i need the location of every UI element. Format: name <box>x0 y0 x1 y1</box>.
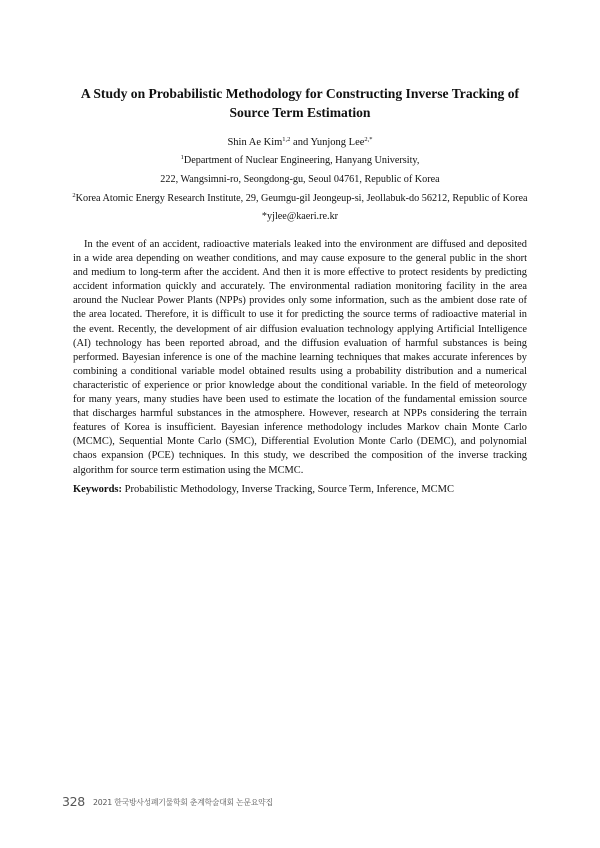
keywords <box>73 483 543 497</box>
keywords-label: Keywords: <box>73 484 122 495</box>
author-joiner: and <box>290 137 311 148</box>
affiliation-marker: 1 <box>180 154 184 161</box>
author-line <box>0 136 600 150</box>
author-affiliation-marker: 2,* <box>364 136 373 143</box>
page-footer <box>62 791 273 810</box>
affiliation-text: Department of Nuclear Engineering, Hanyang University, <box>183 155 420 166</box>
affiliation-text: 222, Wangsimni-ro, Seongdong-gu, Seoul 04761, Republic of Korea <box>160 174 440 185</box>
author-affiliation-marker: 1,2 <box>282 136 291 143</box>
affiliation-text: Korea Atomic Energy Research Institute, 29, Geumgu-gil Jeongeup-si, Jeollabuk-do 56212, Republic of Korea <box>75 193 528 204</box>
affiliation-address <box>0 173 600 187</box>
paper-title: A Study on Probabilistic Methodology for Constructing Inverse Tracking of Source Term Estimation <box>80 86 520 120</box>
affiliation-1 <box>0 154 600 168</box>
proceedings-title: 2021 한국방사성폐기물학회 춘계학술대회 논문요약집 <box>92 798 273 807</box>
keywords-text: Probabilistic Methodology, Inverse Tracking, Source Term, Inference, MCMC <box>122 484 455 495</box>
author-name: Shin Ae Kim <box>227 137 283 148</box>
corresponding-email: *yjlee@kaeri.re.kr <box>261 211 339 222</box>
abstract-body: In the event of an accident, radioactive materials leaked into the environment are diffused and deposited in a wide area depending on weather conditions, and may cause exposure to the general public in the short and medium to long-term after the accident. And then it is more effective to protect residents by predicting accident information quickly and accurately. The environmental radiation monitoring facility in the area around the Nuclear Power Plants (NPPs) provides only some information, such as the ambient dose rate of the area located. Therefore, it is difficult to use it for predicting the source terms of radioactive material in the event. Recently, the development of air diffusion evaluation technology applying Artificial Intelligence (AI) technology has been reported abroad, and the diffusion evaluation of harmful substances is being performed. Bayesian inference is one of the machine learning techniques that makes accurate inferences by combining a conditional variable model obtained results using a probability distribution and a numerical characteristic of experience or prior knowledge about the conditional variable. In the field of meteorology for many years, many studies have been used to estimate the location of the fundamental emission source that discharges harmful substances in the atmosphere. However, research at NPPs considering the terrain features of Korea is insufficient. Bayesian inference methodology includes Markov chain Monte Carlo (MCMC), Sequential Monte Carlo (SMC), Differential Evolution Monte Carlo (DEMC), and polynomial chaos expansion (PCE) techniques. In this study, we described the composition of the inverse tracking algorithm for source term estimation using the MCMC. <box>73 239 527 476</box>
affiliation-marker: 2 <box>72 192 76 199</box>
page-number: 328 <box>62 794 85 809</box>
author-name: Yunjong Lee <box>310 137 365 148</box>
affiliation-2 <box>0 192 600 206</box>
